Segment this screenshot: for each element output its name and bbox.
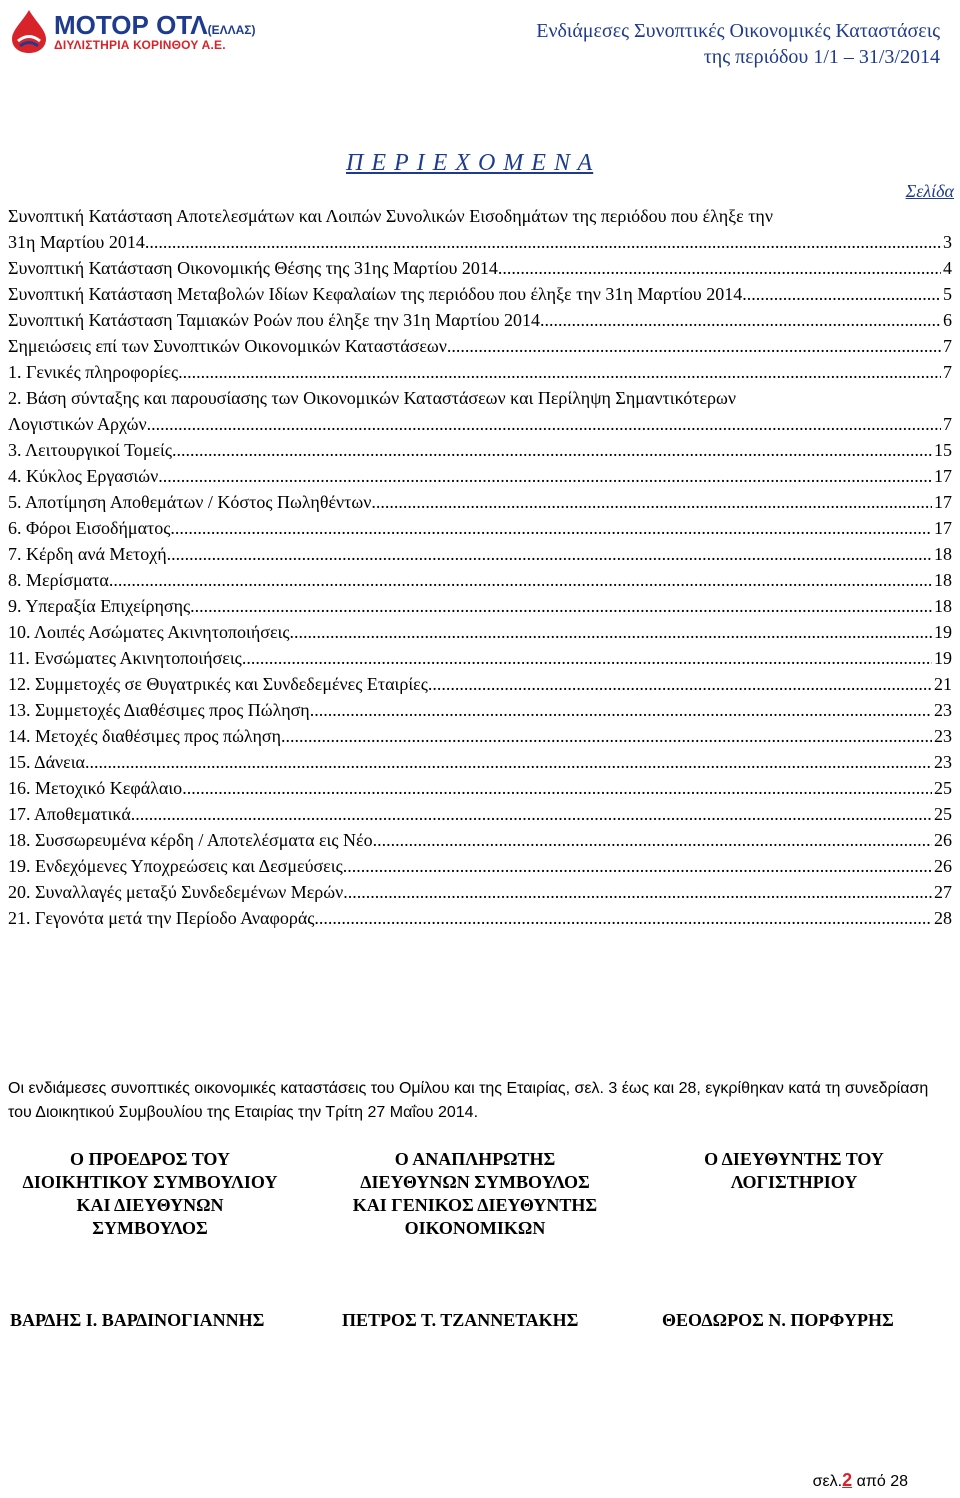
- toc-dot-leader: [343, 879, 932, 905]
- toc-entry-page: 5: [943, 284, 952, 304]
- toc-entry[interactable]: [8, 645, 952, 671]
- toc-entry-page: 7: [943, 414, 952, 434]
- toc-entry-text: 9. Υπεραξία Επιχείρησης: [8, 596, 191, 616]
- toc-entry[interactable]: [8, 541, 952, 567]
- toc-entry-text: 8. Μερίσματα: [8, 570, 109, 590]
- toc-entry-page: 23: [934, 726, 952, 746]
- logo-subtitle: ΔΙΥΛΙΣΤΗΡΙΑ ΚΟΡΙΝΘΟΥ Α.Ε.: [54, 38, 226, 52]
- toc-entry[interactable]: [8, 515, 952, 541]
- toc-entry-text: 16. Μετοχικό Κεφάλαιο: [8, 778, 183, 798]
- logo-wordmark: ΜΟΤΟΡ ΟΤΛ(ΕΛΛΑΣ): [54, 10, 256, 40]
- toc-entry-text: 14. Μετοχές διαθέσιμες προς πώληση: [8, 726, 282, 746]
- oil-drop-logo-icon: [8, 8, 50, 54]
- signatory-3-name: ΘΕΟΔΩΡΟΣ Ν. ΠΟΡΦΥΡΗΣ: [662, 1310, 894, 1330]
- toc-entry-page: 27: [934, 882, 952, 902]
- toc-entry[interactable]: [8, 281, 952, 307]
- toc-entry-page: 6: [943, 310, 952, 330]
- signatory-2-role: [330, 1148, 620, 1240]
- signatory-1-role: [10, 1148, 290, 1240]
- toc-entry-text: 11. Ενσώματες Ακινητοποιήσεις: [8, 648, 242, 668]
- toc-entry-page: 7: [943, 362, 952, 382]
- toc-entry-page: [950, 385, 952, 411]
- toc-entry-page: 28: [934, 908, 952, 928]
- current-page: 2: [842, 1470, 853, 1490]
- toc-entry[interactable]: [8, 879, 952, 905]
- toc-entry-page: 21: [934, 674, 952, 694]
- toc-entry-page: 23: [934, 752, 952, 772]
- toc-dot-leader: [371, 489, 932, 515]
- role-line: Ο ΔΙΕΥΘΥΝΤΗΣ ΤΟΥ: [704, 1149, 884, 1169]
- toc-entry[interactable]: [8, 723, 952, 749]
- signatory-2-name: ΠΕΤΡΟΣ Τ. ΤΖΑΝΝΕΤΑΚΗΣ: [342, 1310, 579, 1330]
- toc-entry-text: 15. Δάνεια: [8, 752, 85, 772]
- toc-dot-leader: [310, 697, 932, 723]
- toc-entry-page: 19: [934, 648, 952, 668]
- toc-entry[interactable]: [8, 333, 952, 359]
- toc-entry[interactable]: [8, 853, 952, 879]
- toc-entry[interactable]: [8, 697, 952, 723]
- toc-entry[interactable]: [8, 437, 952, 463]
- toc-dot-leader: [147, 411, 941, 437]
- toc-dot-leader: [742, 281, 941, 307]
- toc-entry[interactable]: [8, 359, 952, 385]
- company-logo: [8, 8, 256, 54]
- toc-dot-leader: [498, 255, 941, 281]
- role-line: Ο ΠΡΟΕΔΡΟΣ ΤΟΥ: [70, 1149, 230, 1169]
- toc-entry-page: 25: [934, 804, 952, 824]
- toc-entry-text: 3. Λειτουργικοί Τομείς: [8, 440, 173, 460]
- toc-entry[interactable]: [8, 749, 952, 775]
- toc-dot-leader: [131, 801, 932, 827]
- role-line: ΣΥΜΒΟΥΛΟΣ: [92, 1218, 208, 1238]
- toc-dot-leader: [172, 437, 932, 463]
- toc-dot-leader: [158, 463, 932, 489]
- toc-entry-text: Συνοπτική Κατάσταση Ταμιακών Ροών που έληξε την 31η Μαρτίου 2014: [8, 310, 540, 330]
- toc-entry[interactable]: [8, 619, 952, 645]
- toc-entry-page: 25: [934, 778, 952, 798]
- toc-entry[interactable]: [8, 567, 952, 593]
- toc-dot-leader: [178, 359, 941, 385]
- role-line: ΛΟΓΙΣΤΗΡΙΟΥ: [730, 1172, 858, 1192]
- toc-entry-text: 4. Κύκλος Εργασιών: [8, 466, 159, 486]
- toc-entry-page: 19: [934, 622, 952, 642]
- toc-title: Π Ε Ρ Ι Ε Χ Ο Μ Ε Ν Α: [346, 150, 594, 176]
- toc-entry-page: 23: [934, 700, 952, 720]
- toc-entry-text: 7. Κέρδη ανά Μετοχή: [8, 544, 167, 564]
- toc-entry[interactable]: [8, 463, 952, 489]
- toc-entry-text: 18. Συσσωρευμένα κέρδη / Αποτελέσματα εις Νέο: [8, 830, 373, 850]
- toc-entry-text: Συνοπτική Κατάσταση Μεταβολών Ιδίων Κεφαλαίων της περιόδου που έληξε την 31η Μαρτίου 2014: [8, 284, 743, 304]
- toc-entry[interactable]: [8, 229, 952, 255]
- toc-dot-leader: [145, 229, 941, 255]
- toc-entry-page: 3: [943, 232, 952, 252]
- toc-dot-leader: [190, 593, 932, 619]
- toc-entry-text: 19. Ενδεχόμενες Υποχρεώσεις και Δεσμεύσεις: [8, 856, 343, 876]
- toc-entry-page: 4: [943, 258, 952, 278]
- toc-entry-text: Συνοπτική Κατάσταση Αποτελεσμάτων και Λοιπών Συνολικών Εισοδημάτων της περιόδου που έληξε την: [8, 206, 773, 226]
- toc-entry[interactable]: [8, 775, 952, 801]
- page-separator: από: [852, 1473, 891, 1490]
- toc-entry-text: 6. Φόροι Εισοδήματος: [8, 518, 171, 538]
- toc-dot-leader: [447, 333, 941, 359]
- toc-dot-leader: [773, 203, 950, 229]
- page-number-footer: [813, 1470, 908, 1491]
- toc-dot-leader: [314, 905, 932, 931]
- table-of-contents: [8, 203, 952, 931]
- toc-entry-page: 17: [934, 492, 952, 512]
- toc-entry-text: 21. Γεγονότα μετά την Περίοδο Αναφοράς: [8, 908, 315, 928]
- toc-dot-leader: [242, 645, 932, 671]
- toc-dot-leader: [736, 385, 950, 411]
- toc-entry-text: 5. Αποτίμηση Αποθεμάτων / Κόστος Πωληθέντων: [8, 492, 372, 512]
- role-line: ΚΑΙ ΔΙΕΥΘΥΝΩΝ: [76, 1195, 224, 1215]
- toc-dot-leader: [290, 619, 932, 645]
- toc-dot-leader: [373, 827, 932, 853]
- toc-entry-page: 18: [934, 596, 952, 616]
- toc-entry[interactable]: [8, 307, 952, 333]
- toc-dot-leader: [182, 775, 932, 801]
- role-line: Ο ΑΝΑΠΛΗΡΩΤΗΣ: [394, 1149, 556, 1169]
- toc-dot-leader: [540, 307, 941, 333]
- toc-entry-page: 17: [934, 466, 952, 486]
- toc-page-heading: Σελίδα: [905, 181, 954, 201]
- document-header-title: [536, 18, 940, 70]
- toc-entry-text: 31η Μαρτίου 2014: [8, 232, 145, 252]
- header-title-line1: Ενδιάμεσες Συνοπτικές Οικονομικές Καταστάσεις: [536, 20, 940, 42]
- approval-note: Οι ενδιάμεσες συνοπτικές οικονομικές καταστάσεις του Ομίλου και της Εταιρίας, σελ. 3 έως και 28, εγκρίθηκαν κατά τη συνεδρίαση του Διοικητικού Συμβουλίου της Εταιρίας την Τρίτη 27 Μαΐου 2014.: [8, 1080, 929, 1121]
- toc-entry-text: 10. Λοιπές Ασώματες Ακινητοποιήσεις: [8, 622, 290, 642]
- toc-entry[interactable]: [8, 411, 952, 437]
- signatory-3-role: [660, 1148, 928, 1194]
- toc-entry-page: 17: [934, 518, 952, 538]
- toc-entry[interactable]: [8, 593, 952, 619]
- toc-entry[interactable]: [8, 827, 952, 853]
- role-line: ΚΑΙ ΓΕΝΙΚΟΣ ΔΙΕΥΘΥΝΤΗΣ: [352, 1195, 598, 1215]
- toc-entry-text: Σημειώσεις επί των Συνοπτικών Οικονομικών Καταστάσεων: [8, 336, 447, 356]
- toc-entry-text: Συνοπτική Κατάσταση Οικονομικής Θέσης της 31ης Μαρτίου 2014: [8, 258, 498, 278]
- toc-dot-leader: [167, 541, 932, 567]
- header-title-line2: της περιόδου 1/1 – 31/3/2014: [703, 46, 940, 68]
- signatory-1-name: ΒΑΡΔΗΣ Ι. ΒΑΡΔΙΝΟΓΙΑΝΝΗΣ: [10, 1310, 265, 1330]
- toc-dot-leader: [281, 723, 932, 749]
- toc-entry-page: 26: [934, 830, 952, 850]
- toc-entry[interactable]: [8, 385, 952, 411]
- toc-dot-leader: [109, 567, 932, 593]
- toc-entry-text: 13. Συμμετοχές Διαθέσιμες προς Πώληση: [8, 700, 310, 720]
- toc-dot-leader: [343, 853, 932, 879]
- toc-entry-page: 18: [934, 570, 952, 590]
- toc-entry-text: 20. Συναλλαγές μεταξύ Συνδεδεμένων Μερών: [8, 882, 344, 902]
- toc-dot-leader: [428, 671, 932, 697]
- page-prefix: σελ.: [812, 1473, 843, 1490]
- toc-entry-text: 1. Γενικές πληροφορίες: [8, 362, 179, 382]
- toc-entry-text: 17. Αποθεματικά: [8, 804, 131, 824]
- toc-entry[interactable]: [8, 671, 952, 697]
- toc-entry[interactable]: [8, 203, 952, 229]
- role-line: ΟΙΚΟΝΟΜΙΚΩΝ: [404, 1218, 546, 1238]
- toc-dot-leader: [170, 515, 932, 541]
- toc-entry[interactable]: [8, 255, 952, 281]
- toc-entry[interactable]: [8, 801, 952, 827]
- role-line: ΔΙΕΥΘΥΝΩΝ ΣΥΜΒΟΥΛΟΣ: [360, 1172, 590, 1192]
- role-line: ΔΙΟΙΚΗΤΙΚΟΥ ΣΥΜΒΟΥΛΙΟΥ: [22, 1172, 278, 1192]
- toc-entry-text: 2. Βάση σύνταξης και παρουσίασης των Οικονομικών Καταστάσεων και Περίληψη Σημαντικότερων: [8, 388, 737, 408]
- toc-entry-page: 7: [943, 336, 952, 356]
- toc-entry-page: [950, 203, 952, 229]
- toc-entry-text: 12. Συμμετοχές σε Θυγατρικές και Συνδεδεμένες Εταιρίες: [8, 674, 428, 694]
- toc-entry-text: Λογιστικών Αρχών: [8, 414, 147, 434]
- toc-dot-leader: [85, 749, 932, 775]
- toc-entry-page: 15: [934, 440, 952, 460]
- toc-entry[interactable]: [8, 489, 952, 515]
- toc-entry-page: 26: [934, 856, 952, 876]
- total-pages: 28: [890, 1473, 908, 1490]
- toc-entry[interactable]: [8, 905, 952, 931]
- toc-entry-page: 18: [934, 544, 952, 564]
